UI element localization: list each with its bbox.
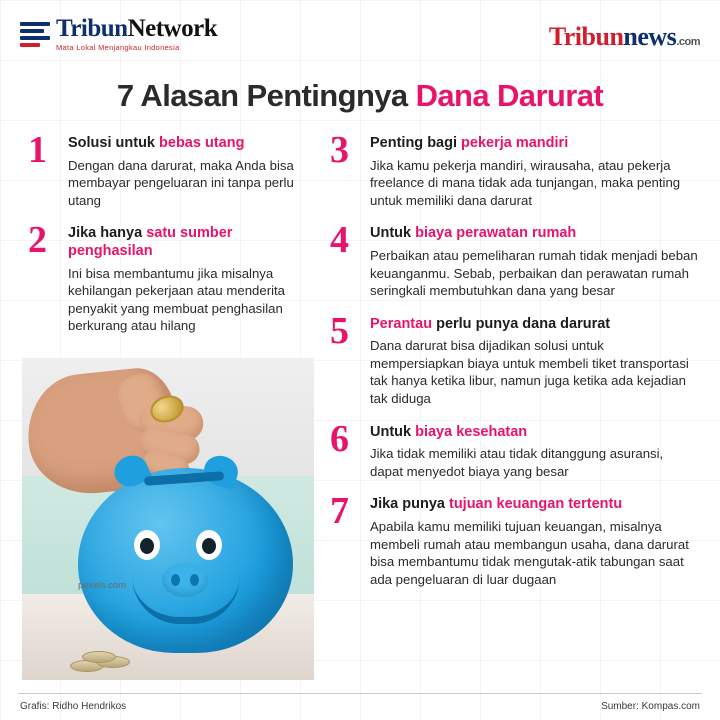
- list-item: [330, 490, 698, 588]
- page-title: [0, 78, 720, 114]
- logo-tagline: Mata Lokal Menjangkau Indonesia: [56, 43, 180, 52]
- piggy-eye-left: [134, 530, 160, 560]
- list-item: [330, 129, 698, 209]
- item-heading-suffix: perlu punya dana darurat: [432, 315, 611, 332]
- item-number: 2: [28, 219, 47, 262]
- item-heading: [370, 135, 698, 153]
- item-heading: [68, 135, 318, 153]
- coins-stack: [70, 650, 144, 672]
- item-heading-accent: tujuan keuangan tertentu: [448, 496, 623, 513]
- list-item: [330, 309, 698, 408]
- item-heading: [370, 496, 698, 514]
- piggy-bank-photo: [22, 358, 314, 680]
- footer-credit: Grafis: Ridho Hendrikos: [20, 701, 127, 712]
- logo-word-network: Network: [127, 15, 218, 42]
- item-number: 3: [330, 129, 349, 171]
- item-heading-plain: Jika punya: [370, 496, 449, 513]
- piggy-bank-illustration: [78, 468, 293, 653]
- item-heading-accent: biaya kesehatan: [415, 423, 528, 440]
- item-heading-accent: bebas utang: [159, 135, 245, 151]
- item-heading-accent: biaya perawatan rumah: [415, 225, 577, 242]
- item-heading: [370, 225, 698, 243]
- title-prefix: 7 Alasan Pentingnya: [116, 78, 416, 113]
- item-number: 6: [330, 417, 349, 460]
- item-number: 4: [330, 219, 349, 262]
- list-item: [330, 417, 698, 481]
- item-text: Apabila kamu memiliki tujuan keuangan, misalnya membeli rumah atau membangun usaha, dana darurat bisa membantumu tidak mengutak-atik tabungan saat ada pengeluaran di luar dugaan: [370, 519, 689, 587]
- item-heading-accent: pekerja mandiri: [461, 135, 569, 151]
- item-number: 7: [330, 490, 349, 533]
- item-heading-plain: Untuk: [370, 225, 416, 242]
- item-heading-accent: Perantau: [370, 315, 433, 332]
- item-text: Perbaikan atau pemeliharan rumah tidak menjadi beban keuanganmu. Sebab, perbaikan dan perawatan rumah seringkali membutuhkan dana yang besar: [370, 248, 698, 299]
- photo-credit: pexels.com: [78, 580, 127, 591]
- item-heading: [370, 316, 698, 334]
- item-text: Dengan dana darurat, maka Anda bisa membayar pengeluaran ini tanpa perlu utang: [68, 157, 294, 208]
- item-heading: [370, 424, 698, 442]
- tribun-network-mark-icon: [20, 19, 50, 49]
- tribun-network-logo: [20, 16, 217, 52]
- piggy-eye-right: [196, 530, 222, 560]
- header: [0, 0, 720, 68]
- list-item: [28, 219, 318, 335]
- item-heading-plain: Solusi untuk: [68, 135, 160, 151]
- tribunnews-suffix: .com: [676, 36, 700, 48]
- item-heading-plain: Untuk: [370, 423, 416, 440]
- tribunnews-part1: Tribun: [548, 22, 624, 51]
- footer-divider: [18, 693, 702, 694]
- item-heading-plain: Jika hanya: [68, 225, 147, 242]
- title-accent: Dana Darurat: [415, 78, 604, 113]
- item-text: Jika kamu pekerja mandiri, wirausaha, atau pekerja freelance di mana tidak ada tunjangan, maka penting untuk memiliki dana darurat: [370, 157, 681, 208]
- item-text: Ini bisa membantumu jika misalnya kehilangan pekerjaan atau menderita penyakit yang membuat penghasilan berkurang atau hilang: [68, 265, 286, 334]
- logo-word-tribun: Tribun: [56, 15, 128, 42]
- tribunnews-logo: [549, 22, 700, 52]
- item-number: 5: [330, 309, 349, 352]
- coin-icon: [82, 651, 116, 663]
- item-text: Dana darurat bisa dijadikan solusi untuk mempersiapkan biaya untuk membeli tiket transportasi tak hanya ketika libur, namun juga ketika ada kejadian tak diduga: [370, 338, 689, 406]
- item-heading: [68, 225, 318, 260]
- tribunnews-part2: news: [623, 22, 677, 51]
- list-item: [28, 129, 318, 209]
- piggy-smile: [132, 576, 240, 624]
- list-item: [330, 219, 698, 299]
- item-heading-accent: satu sumber penghasilan: [68, 225, 233, 260]
- item-heading-plain: Penting bagi: [370, 135, 462, 151]
- footer-source: Sumber: Kompas.com: [601, 701, 700, 712]
- item-number: 1: [28, 129, 47, 171]
- column-left: [28, 129, 318, 349]
- item-text: Jika tidak memiliki atau tidak ditanggung asuransi, dapat menyedot biaya yang besar: [370, 446, 664, 479]
- column-right: [330, 129, 698, 602]
